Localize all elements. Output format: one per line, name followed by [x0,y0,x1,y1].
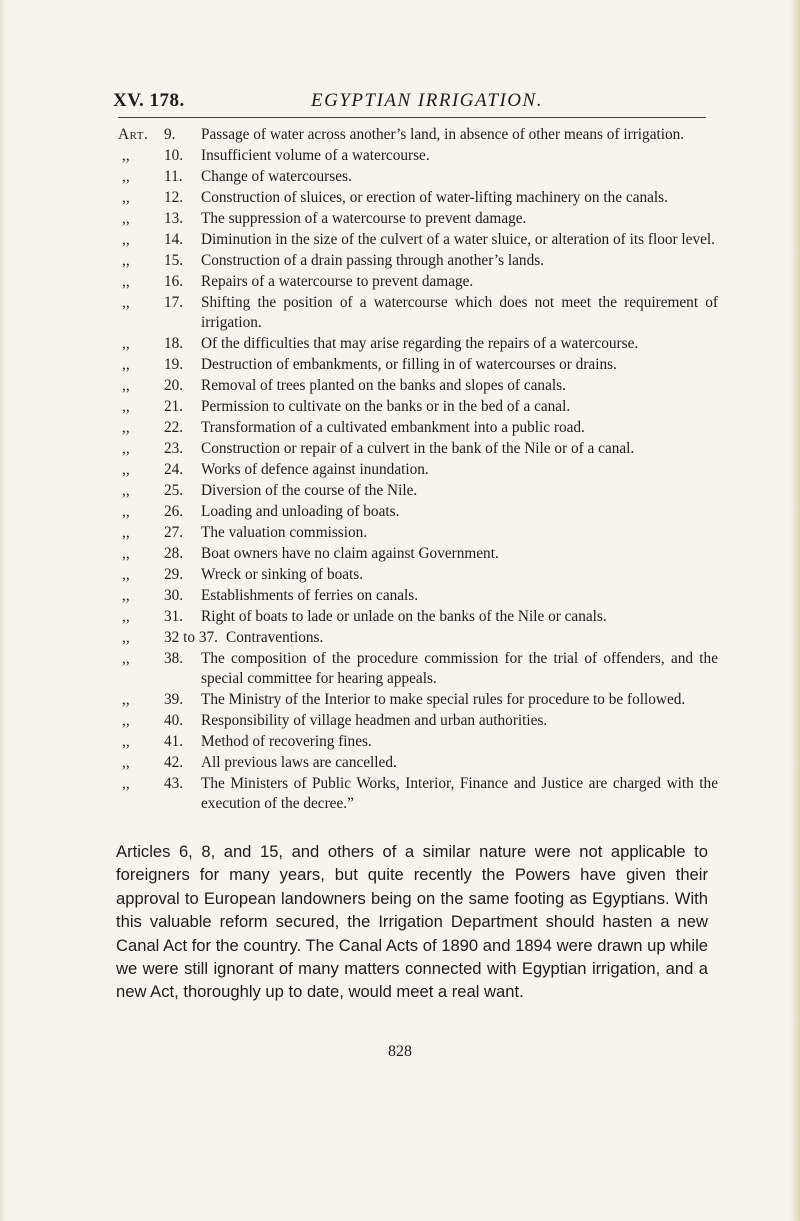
article-prefix: ,, [122,566,130,583]
article-text: Destruction of embankments, or filling in of watercourses or drains. [201,356,617,373]
article-item [118,125,718,145]
article-number: 29. [164,566,184,583]
article-prefix: ,, [122,252,130,269]
article-text: Method of recovering fines. [201,733,372,750]
article-number: 9. [164,126,176,143]
article-item [118,753,718,773]
page-edge-left [0,0,6,1221]
article-text: Removal of trees planted on the banks and slopes of canals. [201,377,566,394]
article-prefix: ,, [122,356,130,373]
article-prefix: ,, [122,608,130,625]
article-item [118,523,718,543]
article-item [118,146,718,166]
article-item [118,167,718,187]
article-text: The Ministers of Public Works, Interior, Finance and Justice are charged with the execution of the decree.” [201,775,718,812]
article-number: 23. [164,440,184,457]
article-item [118,481,718,501]
article-number: 12. [164,189,184,206]
article-prefix: ,, [122,147,130,164]
article-prefix: ,, [122,377,130,394]
article-number: 19. [164,356,184,373]
article-prefix: ,, [122,775,130,792]
article-prefix: ,, [122,189,130,206]
article-prefix: ,, [122,231,130,248]
article-number: 43. [164,775,184,792]
article-item [118,355,718,375]
article-number: 30. [164,587,184,604]
article-number: 10. [164,147,184,164]
article-prefix: ,, [122,650,130,667]
article-number: 42. [164,754,184,771]
article-number: 27. [164,524,184,541]
article-item [118,272,718,292]
article-item [118,607,718,627]
page-edge-right [790,0,800,1221]
article-item [118,544,718,564]
article-text: The valuation commission. [201,524,368,541]
article-item [118,565,718,585]
article-text: Change of watercourses. [201,168,352,185]
article-number: 11. [164,168,183,185]
article-item [118,230,718,250]
article-prefix: ,, [122,545,130,562]
article-prefix: ,, [122,712,130,729]
article-prefix: ,, [122,587,130,604]
article-item [118,586,718,606]
article-text: Wreck or sinking of boats. [201,566,364,583]
article-text: Establishments of ferries on canals. [201,587,419,604]
article-prefix: ,, [122,419,130,436]
article-number: 25. [164,482,184,499]
article-text: Diversion of the course of the Nile. [201,482,418,499]
article-text: Works of defence against inundation. [201,461,429,478]
article-item [118,418,718,438]
article-item [118,460,718,480]
article-number: 20. [164,377,184,394]
article-text: Permission to cultivate on the banks or in the bed of a canal. [201,398,571,415]
article-item [118,732,718,752]
article-number: 16. [164,273,184,290]
article-text: Repairs of a watercourse to prevent damage. [201,273,474,290]
article-prefix: ,, [122,294,130,311]
article-text: Of the difficulties that may arise regarding the repairs of a watercourse. [201,335,639,352]
article-prefix: ,, [122,629,130,646]
article-list [118,125,718,815]
article-number: 31. [164,608,184,625]
article-text: The suppression of a watercourse to prevent damage. [201,210,527,227]
article-item [118,188,718,208]
article-text: Insufficient volume of a watercourse. [201,147,430,164]
article-text: Responsibility of village headmen and urban authorities. [201,712,548,729]
article-prefix: ,, [122,503,130,520]
article-text: The composition of the procedure commission for the trial of offenders, and the special committee for hearing appeals. [201,650,718,687]
section-folio: XV. 178. [113,90,185,111]
article-prefix: ,, [122,273,130,290]
article-text: Diminution in the size of the culvert of a water sluice, or alteration of its floor level. [201,231,715,248]
article-number: 24. [164,461,184,478]
article-text: All previous laws are cancelled. [201,754,397,771]
article-text: Contraventions. [226,629,324,646]
article-prefix: Art. [118,126,149,143]
article-prefix: ,, [122,524,130,541]
article-item [118,774,718,814]
article-text: Right of boats to lade or unlade on the banks of the Nile or canals. [201,608,607,625]
article-prefix: ,, [122,691,130,708]
article-prefix: ,, [122,461,130,478]
article-prefix: ,, [122,168,130,185]
article-item [118,502,718,522]
article-number: 39. [164,691,184,708]
article-item [118,690,718,710]
article-text: Construction of a drain passing through another’s lands. [201,252,544,269]
page-number: 828 [388,1043,412,1060]
article-number: 41. [164,733,184,750]
article-text: Shifting the position of a watercourse which does not meet the requirement of irrigation. [201,294,718,331]
article-text: Loading and unloading of boats. [201,503,400,520]
article-prefix: ,, [122,733,130,750]
body-paragraph: Articles 6, 8, and 15, and others of a similar nature were not applicable to foreigners for many years, but quite recently the Powers have given their approval to European landowners being on the same footing as Egyptians. With this valuable reform secured, the Irrigation Department should hasten a new Canal Act for the country. The Canal Acts of 1890 and 1894 were drawn up while we were still ignorant of many matters connected with Egyptian irrigation, and a new Act, thoroughly up to date, would meet a real want. [116,842,708,1002]
article-number: 26. [164,503,184,520]
article-item [118,293,718,333]
article-item [118,251,718,271]
article-number: 21. [164,398,184,415]
article-text: The Ministry of the Interior to make special rules for procedure to be followed. [201,691,686,708]
header-rule [118,117,706,118]
article-number: 40. [164,712,184,729]
article-item [118,397,718,417]
article-item [118,649,718,689]
article-prefix: ,, [122,440,130,457]
article-number: 15. [164,252,184,269]
article-prefix: ,, [122,335,130,352]
article-number: 13. [164,210,184,227]
article-item [118,209,718,229]
article-number: 18. [164,335,184,352]
article-item [118,711,718,731]
article-text: Transformation of a cultivated embankment into a public road. [201,419,585,436]
article-prefix: ,, [122,754,130,771]
article-item [118,628,718,648]
article-number: 17. [164,294,184,311]
article-text: Boat owners have no claim against Government. [201,545,499,562]
article-prefix: ,, [122,210,130,227]
article-text: Construction or repair of a culvert in the bank of the Nile or of a canal. [201,440,635,457]
article-number: 14. [164,231,184,248]
running-title: EGYPTIAN IRRIGATION. [311,90,543,111]
article-item [118,376,718,396]
article-prefix: ,, [122,482,130,499]
article-item [118,334,718,354]
article-prefix: ,, [122,398,130,415]
article-number: 38. [164,650,184,667]
article-text: Construction of sluices, or erection of water-lifting machinery on the canals. [201,189,668,206]
article-number: 28. [164,545,184,562]
article-number: 32 to 37. [164,629,218,646]
article-number: 22. [164,419,184,436]
article-text: Passage of water across another’s land, in absence of other means of irrigation. [201,126,685,143]
article-item [118,439,718,459]
